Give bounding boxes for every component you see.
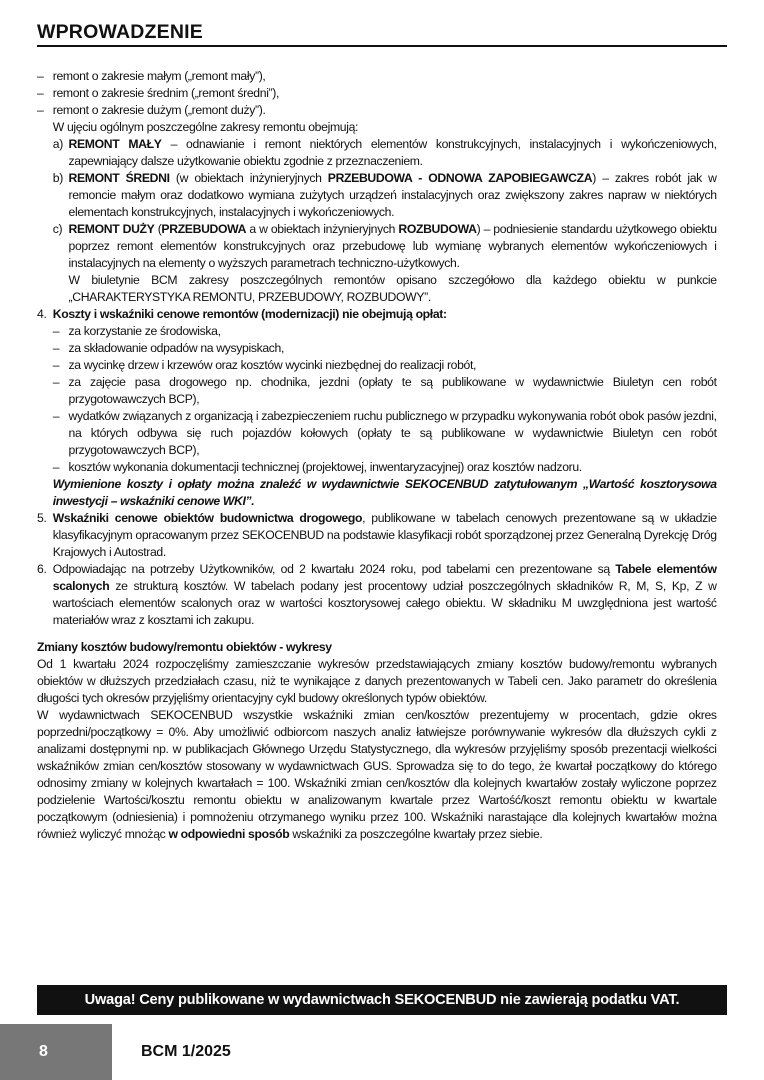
paragraph-highlight: w odpowiedni sposób xyxy=(168,827,290,841)
vat-notice-banner: Uwaga! Ceny publikowane w wydawnictwach SEKOCENBUD nie zawierają podatku VAT. xyxy=(37,985,727,1015)
issue-label: BCM 1/2025 xyxy=(141,1043,231,1060)
item-4-heading xyxy=(37,306,717,323)
list-item-text: za składowanie odpadów na wysypiskach, xyxy=(68,341,285,355)
scope-description: ) – podniesienie standardu użytkowego obiektu poprzez remont elementów konstrukcyjnych oraz przebudowę lub wymianę wybranych elementów wykończeniowych i instalacyjnych na elementy o wyższych parametrach techniczno-użytkowych. xyxy=(68,222,717,270)
scope-letter: c) xyxy=(52,222,63,236)
list-item: – za składowanie odpadów na wysypiskach, xyxy=(52,341,285,355)
scope-a xyxy=(37,136,717,170)
scope-name: REMONT ŚREDNI xyxy=(68,171,170,185)
list-item-text: kosztów wykonania dokumentacji technicznej (projektowej, inwentaryzacyjnej) oraz kosztów nadzoru. xyxy=(68,460,582,474)
scope-note: W biuletynie BCM zakresy poszczególnych remontów opisano szczegółowo dla każdego obiektu w punkcie „CHARAKTERYSTYKA REMONTU, PRZEBUDOWY, ROZBUDOWY”. xyxy=(68,273,717,304)
scope-name-engineering: PRZEBUDOWA - ODNOWA ZAPOBIEGAWCZA xyxy=(327,171,593,185)
list-item: – za korzystanie ze środowiska, xyxy=(52,324,221,338)
list-item-text: za korzystanie ze środowiska, xyxy=(68,324,221,338)
list-item: – za wycinkę drzew i krzewów oraz kosztów wycinki niezbędnej do realizacji robót, xyxy=(52,358,477,372)
item-5 xyxy=(37,510,717,561)
item-4-note: Wymienione koszty i opłaty można znaleźć w wydawnictwie SEKOCENBUD zatytułowanym „Wartość kosztorysowa inwestycji – wskaźniki cenowe WKI”. xyxy=(52,477,717,508)
list-item-text: za wycinkę drzew i krzewów oraz kosztów wycinki niezbędnej do realizacji robót, xyxy=(68,358,477,372)
item-heading: Koszty i wskaźniki cenowe remontów (modernizacji) nie obejmują opłat: xyxy=(52,307,447,321)
general-scope-text: W ujęciu ogólnym poszczególne zakresy remontu obejmują: xyxy=(52,120,359,134)
scope-description: (w obiektach inżynieryjnych xyxy=(169,171,328,185)
item-number: 5. xyxy=(37,511,47,525)
item-highlight: Tabele elementów scalonych xyxy=(52,562,717,593)
item-text: Odpowiadając na potrzeby Użytkowników, od 2 kwartału 2024 roku, pod tabelami cen prezentowane są xyxy=(52,562,616,576)
list-item: – kosztów wykonania dokumentacji technicznej (projektowej, inwentaryzacyjnej) oraz kosztów nadzoru. xyxy=(52,460,582,474)
section-title: Zmiany kosztów budowy/remontu obiektów - wykresy xyxy=(37,640,332,654)
item-heading: Wskaźniki cenowe obiektów budownictwa drogowego xyxy=(52,511,363,525)
body-text xyxy=(37,68,717,843)
scope-name-alt: PRZEBUDOWA xyxy=(161,222,247,236)
item-6 xyxy=(37,561,717,629)
list-item: – wydatków związanych z organizacją i zabezpieczeniem ruchu publicznego w przypadku wykonywania robót obok pasów jezdni, na których odbywa się ruch pojazdów kołowych (opłaty te są publikowane w wydawnictwie Biuletyn cen robót przygotowawczych BCP), xyxy=(52,409,717,457)
scope-c xyxy=(37,221,717,272)
item-text: , publikowane w tabelach cenowych prezentowane są w układzie klasyfikacyjnym opracowanym przez SEKOCENBUD na podstawie klasyfikacji robót sporządzonej przez Generalną Dyrekcję Dróg Krajowych i Autostrad. xyxy=(52,511,717,559)
list-item-text: remont o zakresie średnim („remont średni”), xyxy=(52,86,280,100)
scope-description: a w obiektach inżynieryjnych xyxy=(246,222,399,236)
page-title: WPROWADZENIE xyxy=(37,20,727,47)
list-item-text: remont o zakresie małym („remont mały”), xyxy=(52,69,266,83)
scope-name-engineering: ROZBUDOWA xyxy=(398,222,477,236)
scope-description: – odnawianie i remont niektórych elementów konstrukcyjnych, instalacyjnych i wykończeniowych, zapewniający dalsze użytkowanie obiektu zgodnie z przeznaczeniem. xyxy=(68,137,717,168)
scope-name: REMONT DUŻY xyxy=(68,222,155,236)
list-item-text: wydatków związanych z organizacją i zabezpieczeniem ruchu publicznego w przypadku wykonywania robót obok pasów jezdni, na których odbywa się ruch pojazdów kołowych (opłaty te są publikowane w wydawnictwie Biuletyn cen robót przygotowawczych BCP), xyxy=(68,409,717,457)
page-footer xyxy=(0,1024,764,1080)
list-item: – za zajęcie pasa drogowego np. chodnika, jezdni (opłaty te są publikowane w wydawnictwie Biuletyn cen robót przygotowawczych BCP), xyxy=(52,375,717,406)
list-item xyxy=(37,102,717,119)
paragraph-text: W wydawnictwach SEKOCENBUD wszystkie wskaźniki zmian cen/kosztów prezentujemy w procentach, gdzie okres poprzedni/początkowy = 0%. Aby umożliwić odbiorcom naszych analiz łatwiejsze porównywanie wykresów dla dłuższych cykli z analizami dostępnymi np. w publikacjach Głównego Urzędu Statystycznego, dla wykresów przyjęliśmy sposób prezentacji wielkości wskaźników zmian cen/kosztów stosowany w wydawnictwach GUS. Sprowadza się to do tego, że kwartał początkowy do którego odnosimy zmiany w kolejnych kwartałach = 100. Wskaźniki zmian cen/kosztów dla kolejnych kwartałów zostały wyliczone poprzez podzielenie Wartości/kosztu remontu obiektu w analizowanym kwartale przez Wartość/koszt remontu obiektu w kwartale początkowym (odniesienia) i pomnożeniu otrzymanego wyniku przez 100. Wskaźniki narastające dla kolejnych kwartałów można również wyliczyć mnożąc xyxy=(37,708,717,841)
paragraph: Od 1 kwartału 2024 rozpoczęliśmy zamieszczanie wykresów przedstawiających zmiany kosztów budowy/remontu wybranych obiektów w dłuższych przedziałach czasu, niż te wynikające z danych prezentowanych w Tabeli cen. Jako parametr do określenia długości tych okresów przyjęliśmy orientacyjny cykl budowy określonych typów obiektów. xyxy=(37,657,717,705)
list-item-text: remont o zakresie dużym („remont duży”). xyxy=(52,103,266,117)
scope-name: REMONT MAŁY xyxy=(68,137,162,151)
paragraph-text: wskaźniki za poszczególne kwartały przez siebie. xyxy=(289,827,543,841)
item-text: ze strukturą kosztów. W tabelach podany jest procentowy udział poszczególnych składników R, M, S, Kp, Z w wartościach elementów scalonych oraz w wartości kosztorysowej całego obiektu. W składniku M uwzględniona jest wartość materiałów wraz z kosztami ich zakupu. xyxy=(52,579,717,627)
item-number: 4. xyxy=(37,307,47,321)
list-item xyxy=(37,85,717,102)
page-number: 8 xyxy=(0,1024,112,1080)
scope-b xyxy=(37,170,717,221)
list-item-text: za zajęcie pasa drogowego np. chodnika, jezdni (opłaty te są publikowane w wydawnictwie Biuletyn cen robót przygotowawczych BCP), xyxy=(68,375,717,406)
scope-description: ) – zakres robót jak w remoncie małym oraz dodatkowo wymiana zużytych urządzeń instalacyjnych oraz zwiększony zakres napraw w niektórych elementach konstrukcyjnych, instalacyjnych i wykończeniowych. xyxy=(68,171,717,219)
scope-description: ( xyxy=(154,222,162,236)
paragraph xyxy=(37,707,717,843)
item-number: 6. xyxy=(37,562,47,576)
list-item xyxy=(37,68,717,85)
scope-letter: a) xyxy=(52,137,63,151)
scope-letter: b) xyxy=(52,171,63,185)
